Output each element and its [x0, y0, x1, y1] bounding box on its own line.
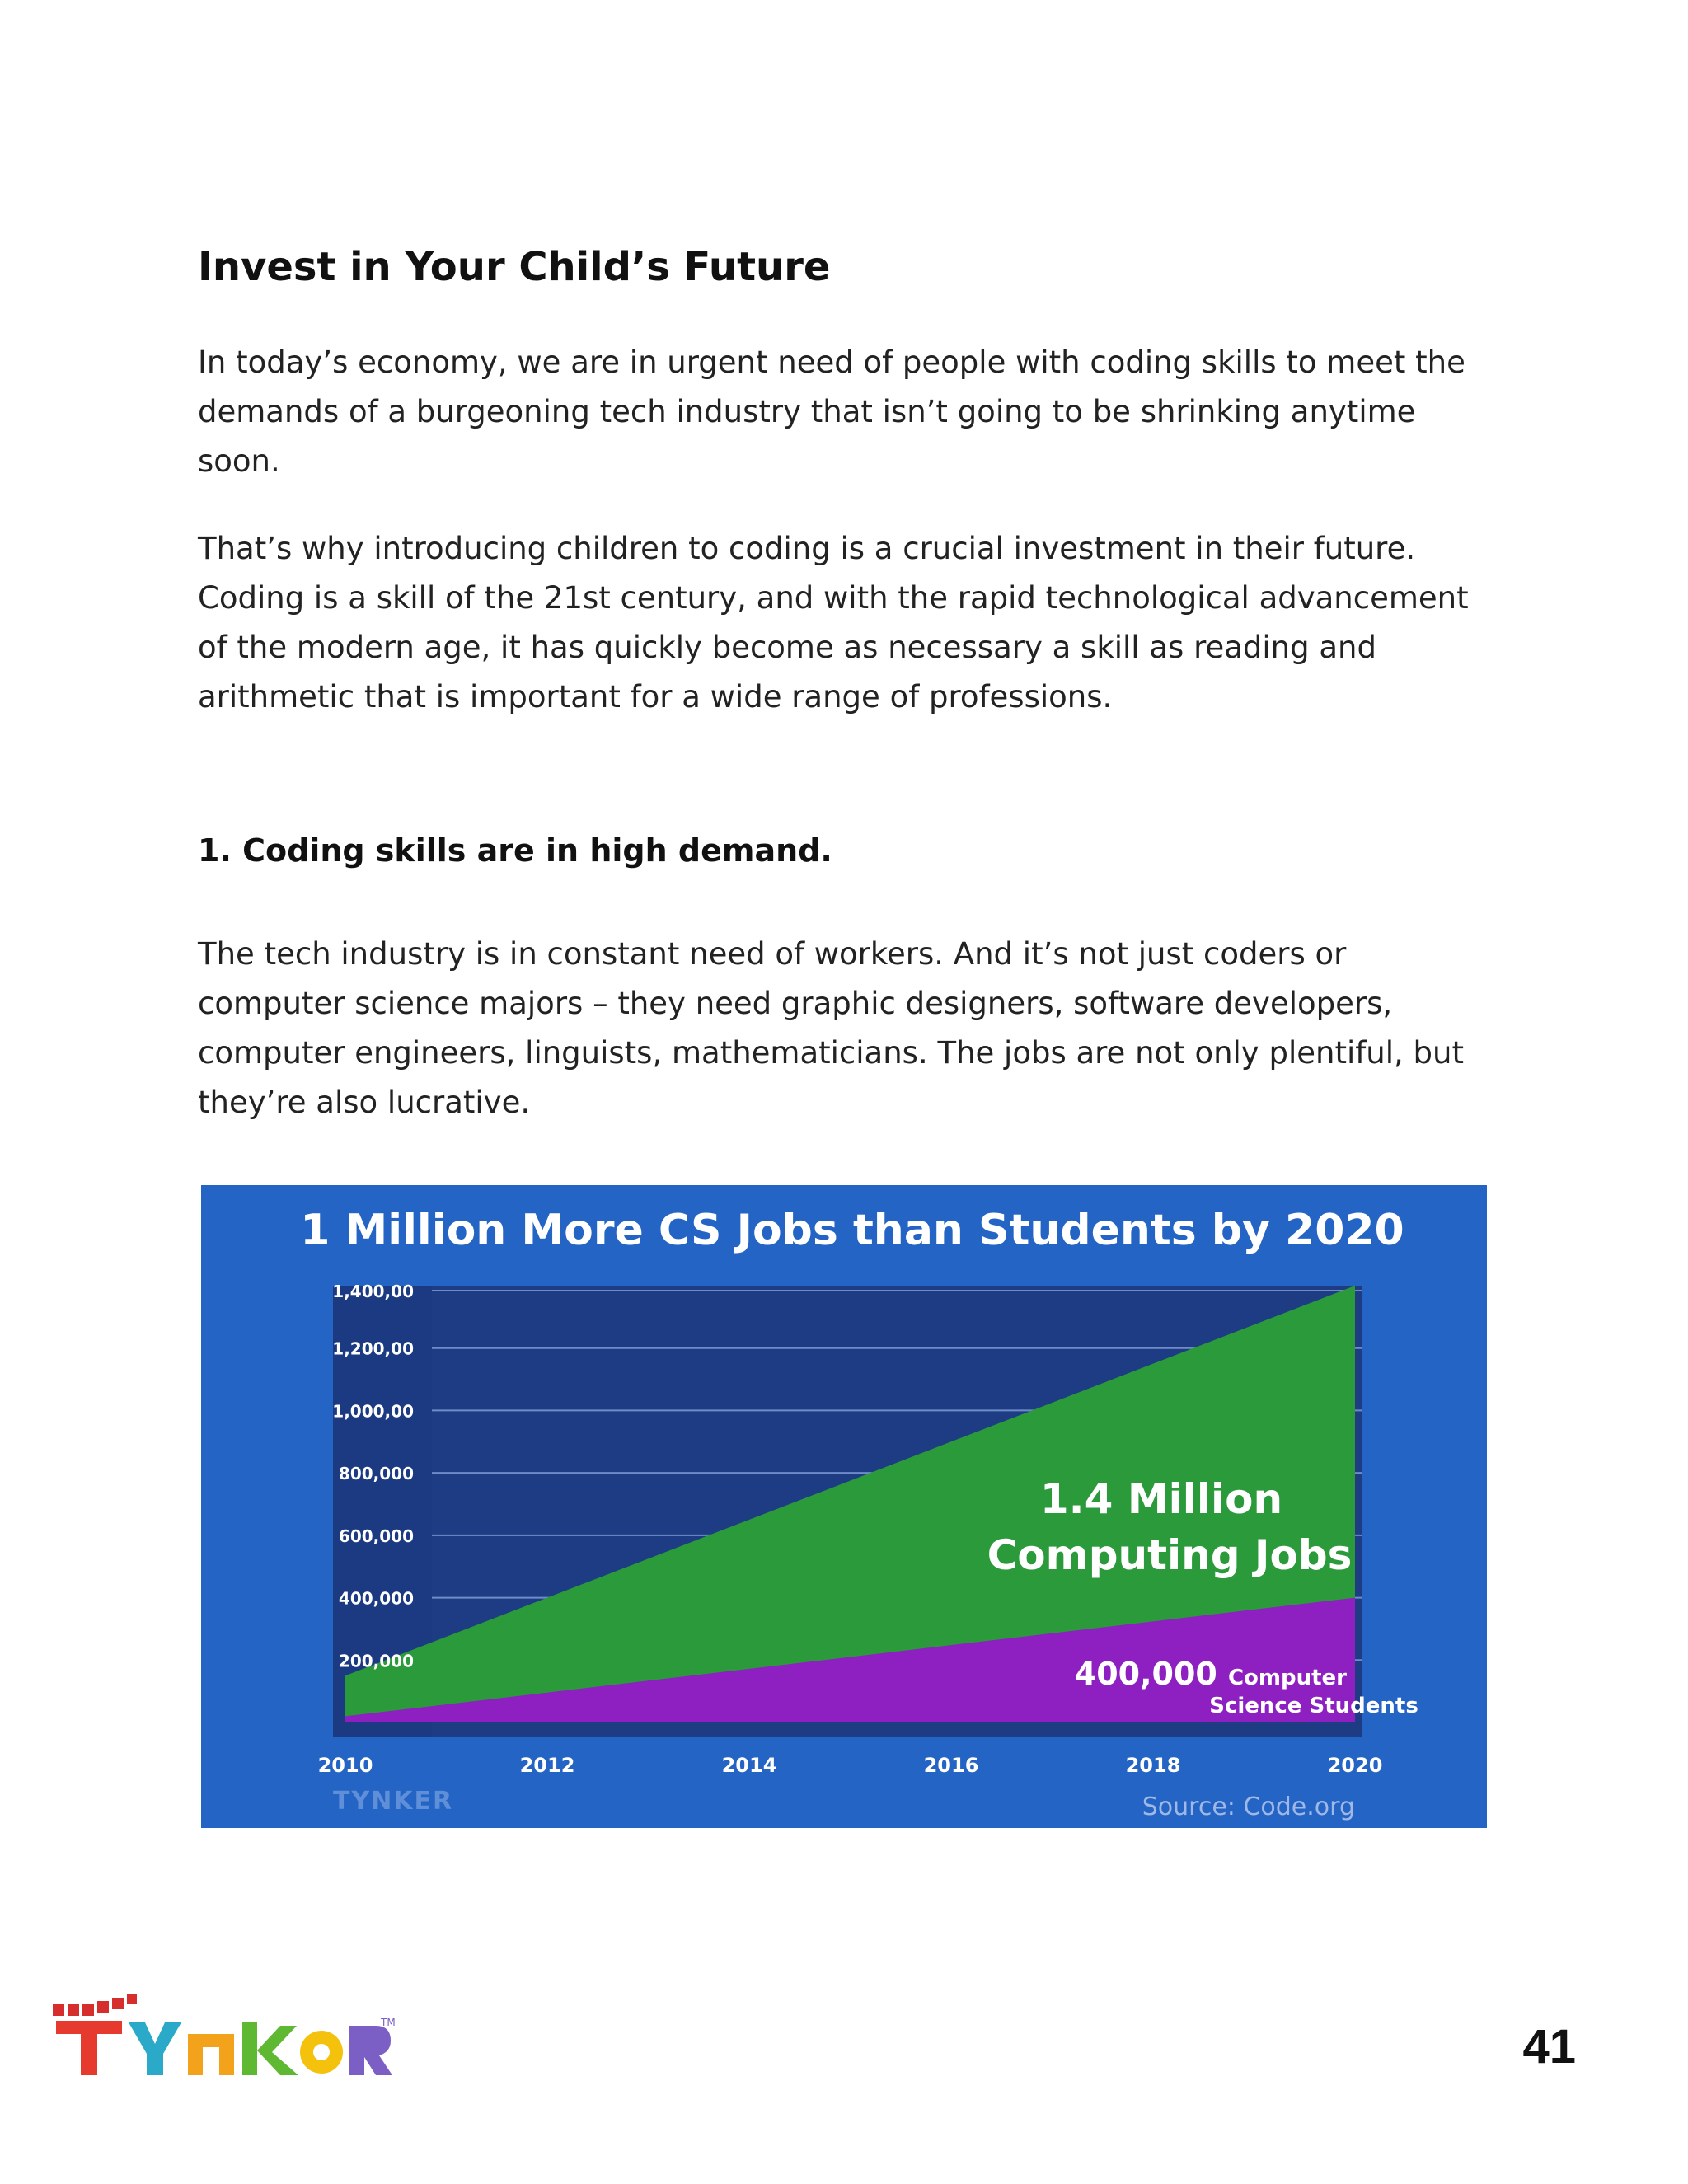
- trademark-mark: TM: [381, 2017, 396, 2028]
- page-heading: Invest in Your Child’s Future: [198, 244, 831, 290]
- students-number: 400,000: [1074, 1656, 1217, 1692]
- students-label-line2: Science Students: [1209, 1694, 1418, 1718]
- chart-watermark: TYNKER: [333, 1787, 454, 1816]
- section-paragraph: The tech industry is in constant need of workers. And it’s not just coders or computer science majors – they need graphic designers, software developers, computer engineers, linguists, mathematicians. The jobs are not only plentiful, but they’re also lucrative.: [198, 936, 1464, 1120]
- y-tick-label: 400,000: [338, 1588, 414, 1609]
- section-heading: 1. Coding skills are in high demand.: [198, 832, 832, 869]
- x-tick-label: 2012: [519, 1754, 575, 1777]
- jobs-label-line1: 1.4 Million: [1039, 1475, 1283, 1523]
- intro-paragraph: In today’s economy, we are in urgent need of people with coding skills to meet the demands of a burgeoning tech industry that isn’t going to be shrinking anytime soon.: [198, 344, 1465, 479]
- x-tick-label: 2010: [317, 1754, 373, 1777]
- y-tick-label: 1,000,00: [332, 1401, 414, 1422]
- chart-svg: [201, 1185, 1487, 1828]
- jobs-label-line2: Computing Jobs: [987, 1531, 1353, 1579]
- jobs-vs-students-chart: [201, 1185, 1487, 1828]
- y-tick-label: 200,000: [338, 1651, 414, 1671]
- x-tick-label: 2020: [1327, 1754, 1383, 1777]
- page-number: 41: [1522, 2020, 1576, 2074]
- y-tick-label: 1,400,00: [332, 1282, 414, 1301]
- y-tick-label: 800,000: [338, 1464, 414, 1484]
- tynker-logo: [49, 1993, 396, 2083]
- chart-source: Source: Code.org: [1142, 1793, 1355, 1821]
- students-word: Computer: [1227, 1666, 1347, 1690]
- y-tick-label: 600,000: [338, 1526, 414, 1546]
- investment-paragraph: That’s why introducing children to coding is a crucial investment in their future. Coding is a skill of the 21st century, and with the rapid technological advancement of the modern age, it has quickly become as necessary a skill as reading and arithmetic that is important for a wide range of professions.: [198, 531, 1469, 715]
- chart-title: 1 Million More CS Jobs than Students by 2020: [300, 1206, 1404, 1255]
- x-tick-label: 2016: [923, 1754, 979, 1777]
- x-tick-label: 2014: [721, 1754, 777, 1777]
- y-tick-label: 1,200,00: [332, 1338, 414, 1359]
- tynker-logo-icon: [49, 1993, 396, 2083]
- x-tick-label: 2018: [1125, 1754, 1181, 1777]
